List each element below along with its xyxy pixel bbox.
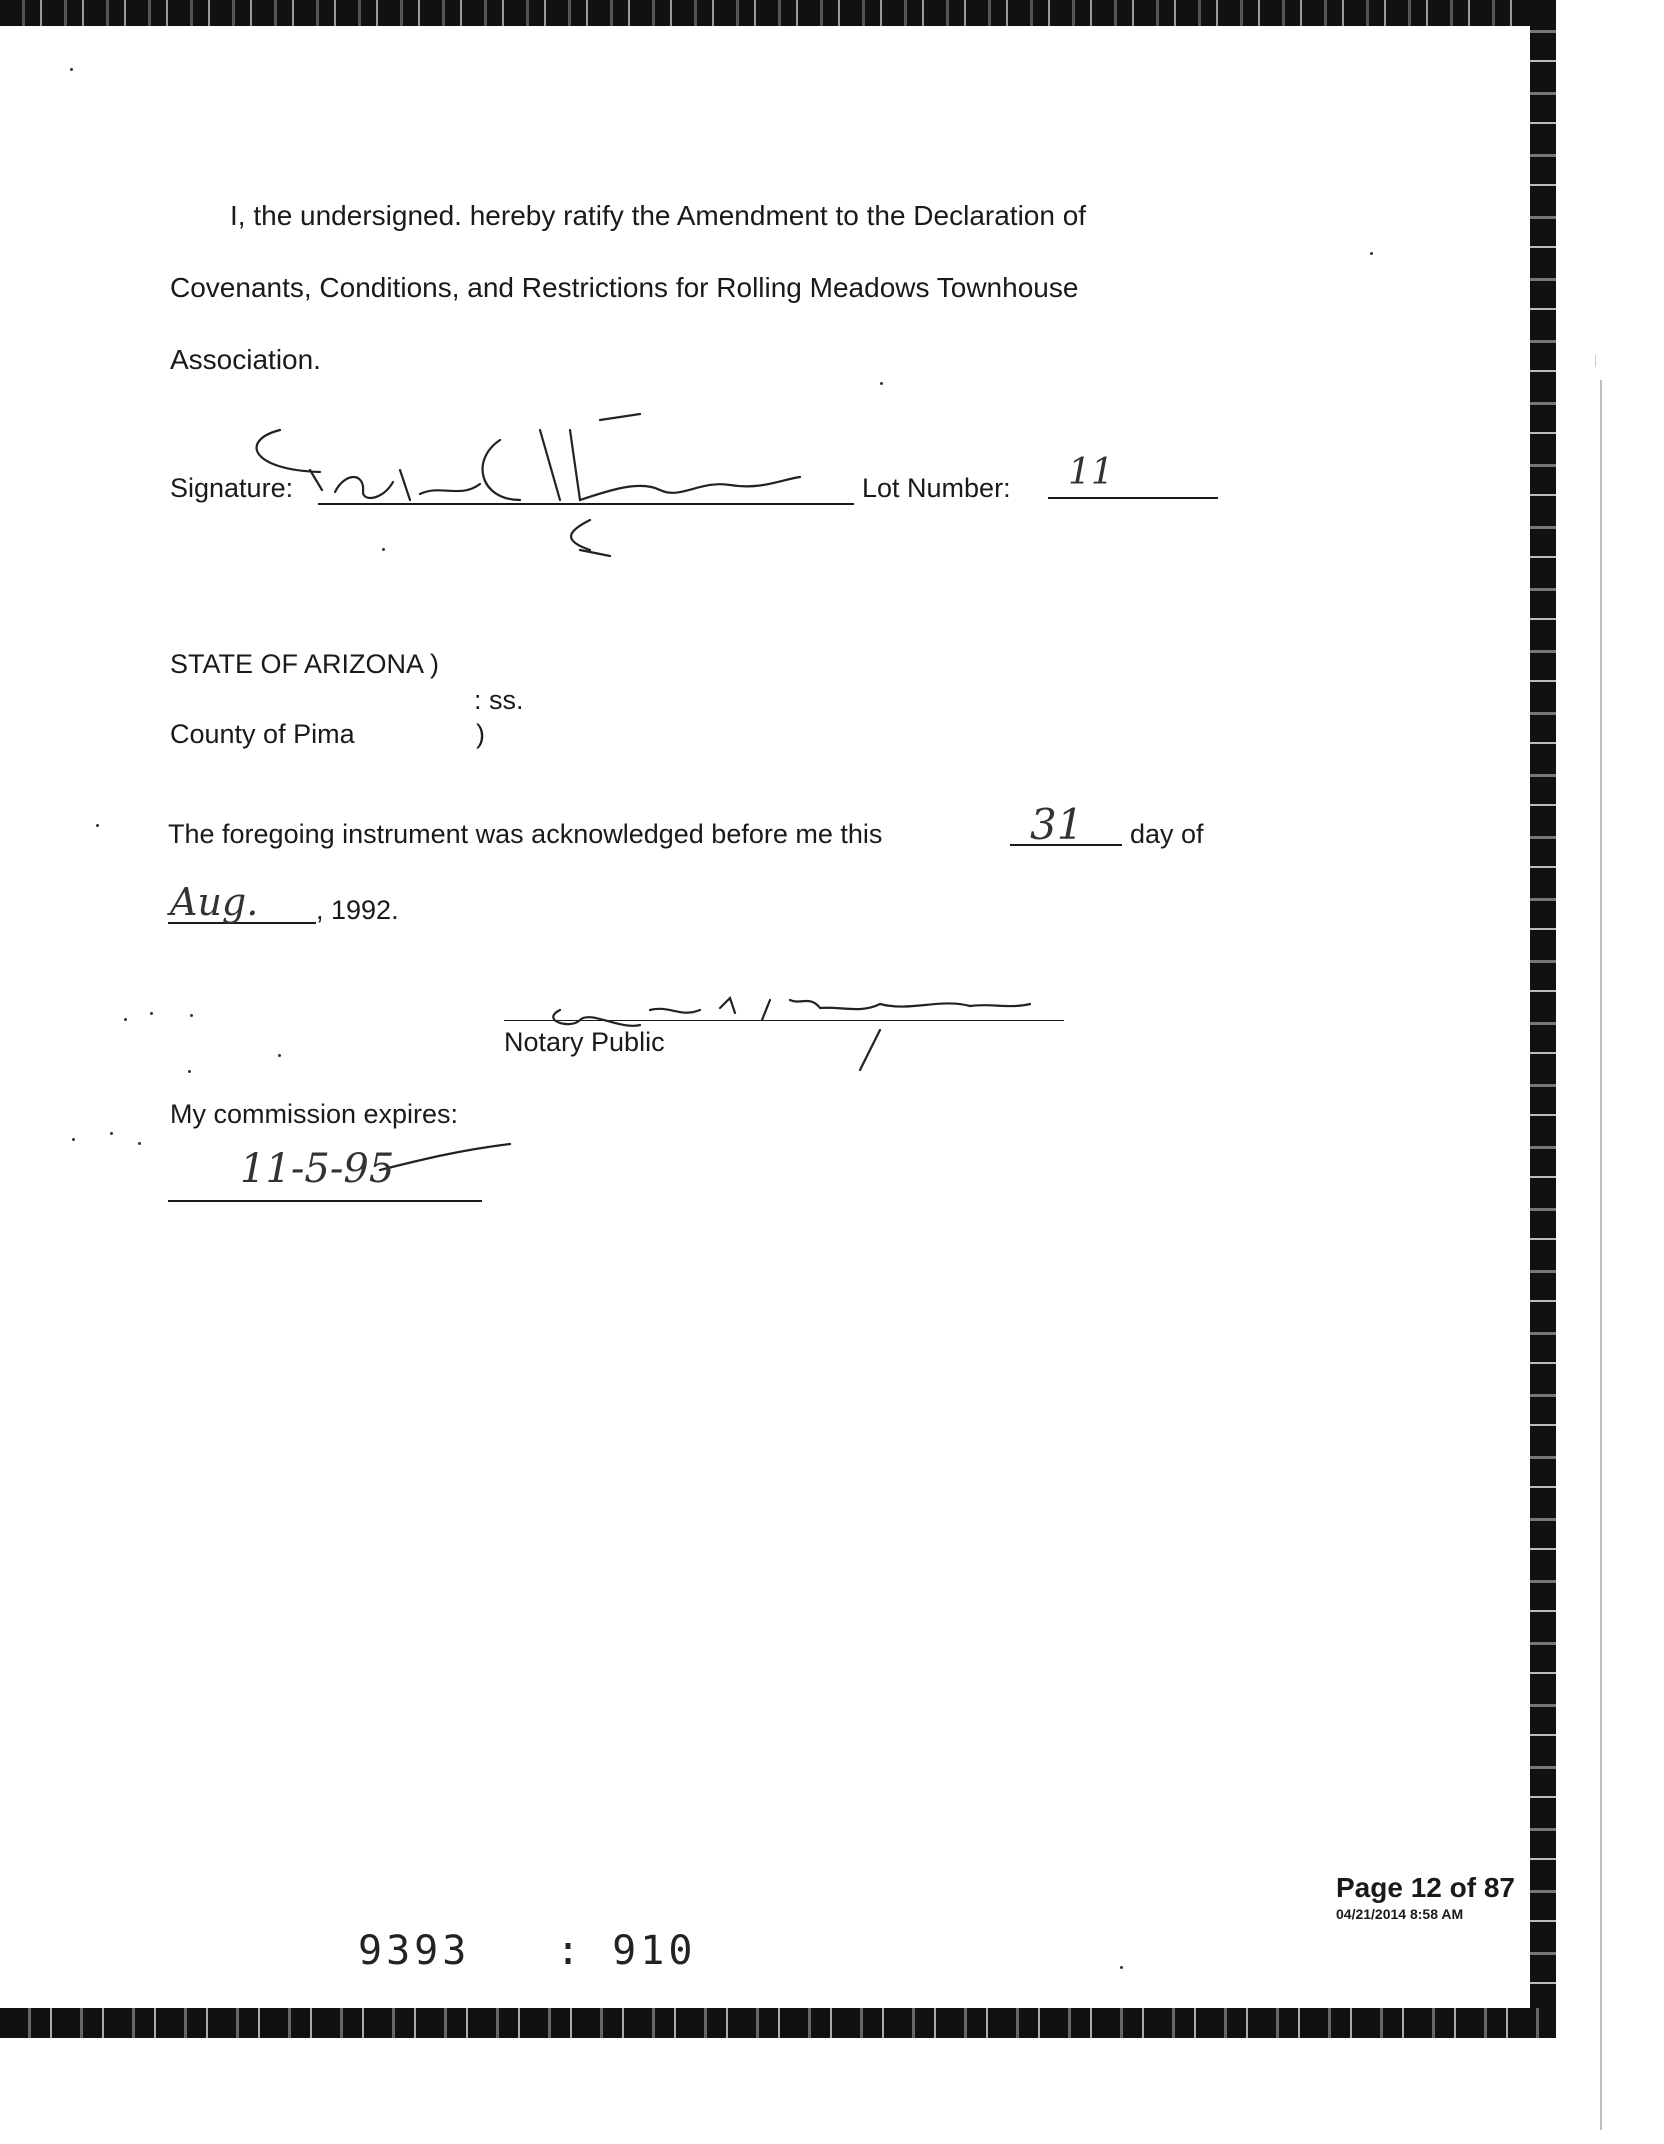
scan-speck (188, 1070, 191, 1073)
scan-speck (150, 1012, 153, 1015)
acknowledgment-month-value: Aug. (170, 880, 259, 924)
ratification-line-3: Association. (170, 344, 321, 375)
scan-speck (382, 548, 385, 551)
scan-speck (1370, 252, 1373, 255)
acknowledgment-day-value: 31 (1030, 800, 1084, 849)
acknowledgment-day-of: day of (1130, 819, 1204, 849)
venue-ss: : ss. (474, 685, 524, 715)
scan-edge-line (1600, 380, 1602, 2130)
recording-stamp-left: 9393 (358, 1928, 471, 1974)
signature-label: Signature: (170, 473, 294, 503)
lot-number-line (1048, 497, 1218, 499)
owner-signature (240, 410, 860, 570)
scan-border-right (1530, 0, 1556, 2038)
recording-stamp-right: : 910 (556, 1928, 697, 1974)
scan-edge-mark (1595, 355, 1606, 367)
scan-speck (96, 824, 99, 827)
lot-number-value: 11 (1068, 452, 1114, 493)
lot-number-label: Lot Number: (862, 473, 1011, 503)
ratification-paragraph (170, 180, 1260, 396)
scan-speck (880, 382, 883, 385)
scan-border-bottom (0, 2008, 1556, 2038)
page-timestamp: 04/21/2014 8:58 AM (1336, 1906, 1464, 1922)
commission-date-line (168, 1200, 482, 1202)
acknowledgment-year: , 1992. (316, 895, 399, 925)
scan-speck (138, 1142, 141, 1145)
scan-speck (124, 1018, 127, 1021)
commission-date-flourish (380, 1140, 520, 1180)
page-number: Page 12 of 87 (1336, 1872, 1515, 1903)
venue-county-paren: ) (476, 719, 485, 749)
scan-speck (190, 1014, 193, 1017)
venue-state: STATE OF ARIZONA ) (170, 649, 440, 679)
scan-speck (110, 1132, 113, 1135)
scan-speck (1120, 1966, 1123, 1969)
scan-speck (70, 68, 73, 71)
ratification-line-1: I, the undersigned. hereby ratify the Amendment to the Declaration of (230, 200, 1087, 231)
scan-speck (278, 1054, 281, 1057)
ratification-line-2: Covenants, Conditions, and Restrictions for Rolling Meadows Townhouse (170, 272, 1079, 303)
acknowledgment-text: The foregoing instrument was acknowledged before me this (168, 819, 883, 849)
venue-county: County of Pima (170, 719, 355, 749)
scan-speck (72, 1138, 75, 1141)
scan-border-top (0, 0, 1556, 26)
commission-date-value: 11-5-95 (240, 1146, 395, 1192)
commission-label: My commission expires: (170, 1099, 459, 1129)
notary-public-label: Notary Public (504, 1027, 665, 1057)
